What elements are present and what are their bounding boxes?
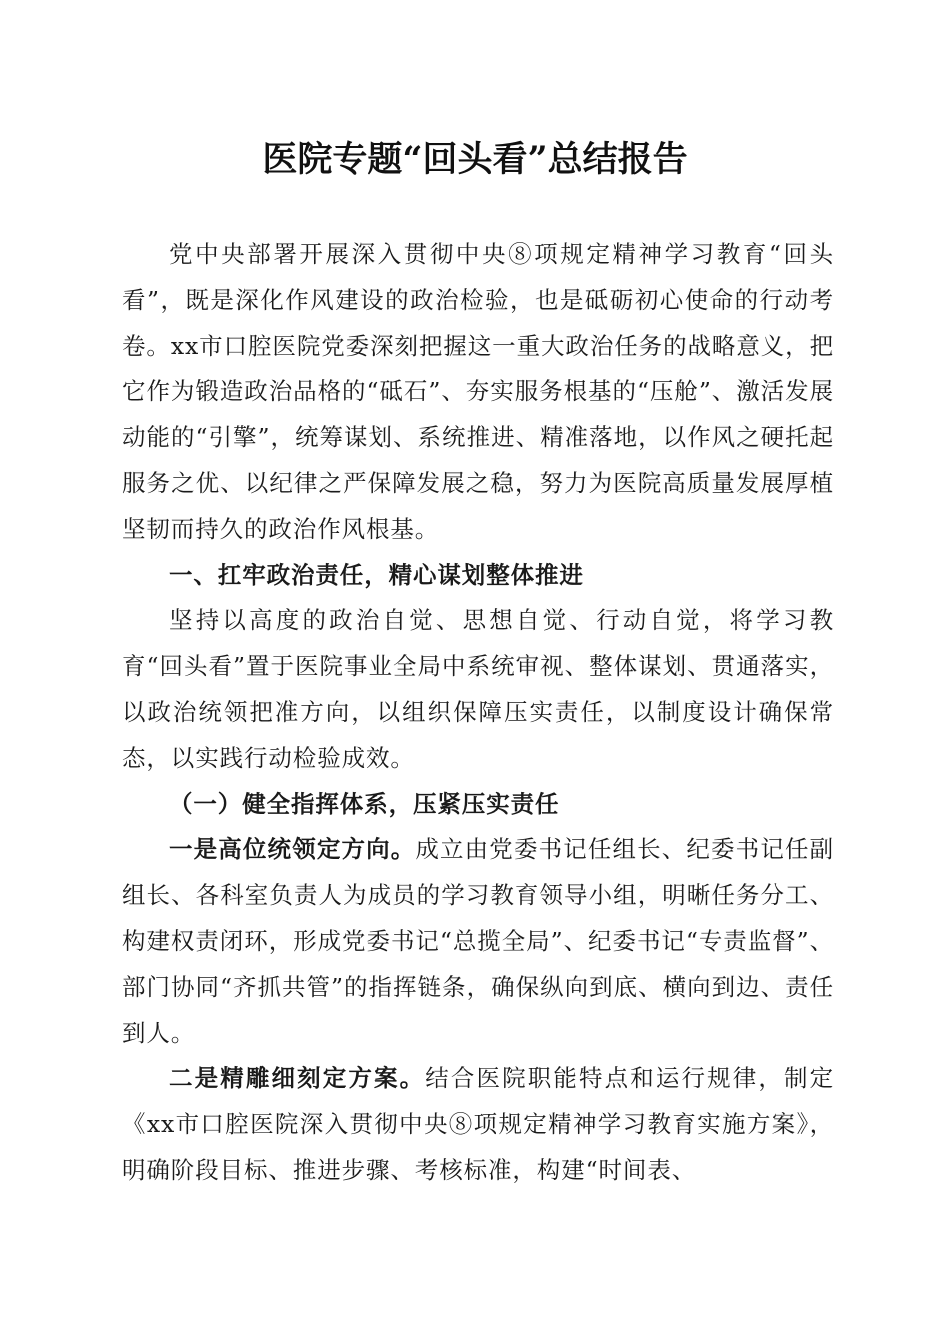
item-2-lead: 二是精雕细刻定方案。 <box>169 1064 426 1093</box>
document-body <box>122 232 834 1194</box>
intro-paragraph: 党中央部署开展深入贯彻中央⑧项规定精神学习教育“回头看”，既是深化作风建设的政治检验，也是砥砺初心使命的行动考卷。xx市口腔医院党委深刻把握这一重大政治任务的战略意义，把它作为锻造政治品格的“砥石”、夯实服务根基的“压舱”、激活发展动能的“引擎”，统筹谋划、系统推进、精准落地，以作风之硬托起服务之优、以纪律之严保障发展之稳，努力为医院高质量发展厚植坚韧而持久的政治作风根基。 <box>122 240 834 543</box>
item-1-paragraph <box>122 827 834 1056</box>
document-title: 医院专题“回头看”总结报告 <box>262 139 688 180</box>
item-2-text: 结合医院职能特点和运行规律，制定《xx市口腔医院深入贯彻中央⑧项规定精神学习教育实施方案》，明确阶段目标、推进步骤、考核标准，构建“时间表、 <box>122 1064 835 1184</box>
section-heading-1: 一、扛牢政治责任，精心谋划整体推进 <box>169 560 584 589</box>
item-1-text: 成立由党委书记任组长、纪委书记任副组长、各科室负责人为成员的学习教育领导小组，明晰任务分工、构建权责闭环，形成党委书记“总揽全局”、纪委书记“专责监督”、部门协同“齐抓共管”的指挥链条，确保纵向到底、横向到边、责任到人。 <box>122 835 834 1047</box>
section-1-paragraph: 坚持以高度的政治自觉、思想自觉、行动自觉，将学习教育“回头看”置于医院事业全局中系统审视、整体谋划、贯通落实，以政治统领把准方向，以组织保障压实责任，以制度设计确保常态，以实践行动检验成效。 <box>122 606 834 772</box>
item-1-lead: 一是高位统领定方向。 <box>169 835 416 864</box>
subsection-heading-1: （一）健全指挥体系，压紧压实责任 <box>169 789 560 818</box>
item-2-paragraph <box>122 1056 834 1193</box>
